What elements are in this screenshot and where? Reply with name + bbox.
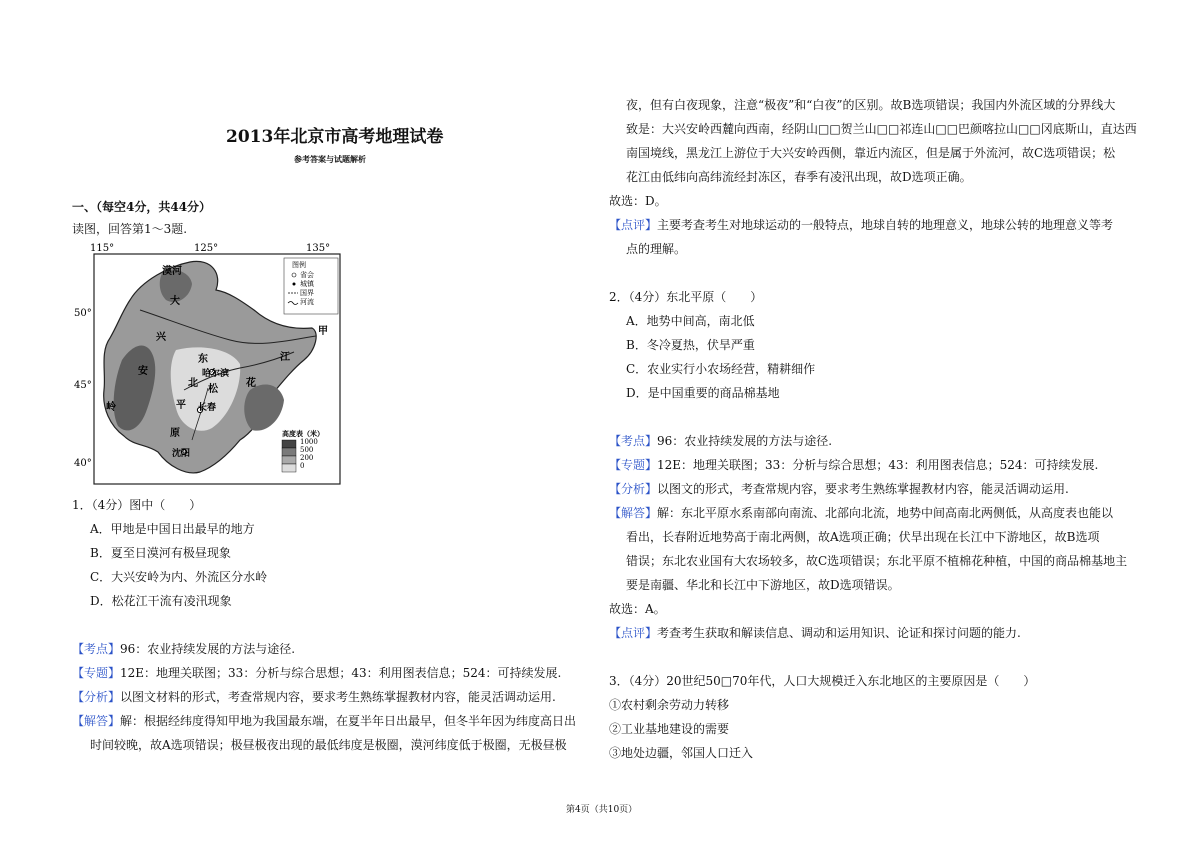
- q2-jieda-line-3: 错误；东北农业国有大农场较多，故C选项错误；东北平原不植棉花种植，中国的商品棉基地主: [626, 554, 1128, 568]
- q2-dianping-text: 考查考生获取和解读信息、调动和运用知识、论证和探讨问题的能力.: [657, 626, 1021, 640]
- place-changchun: 长春: [198, 403, 217, 413]
- place-hua: 花: [246, 378, 256, 389]
- intro-text: 读图，回答第1～3题.: [72, 222, 188, 236]
- place-harbin: 哈尔滨: [202, 369, 230, 379]
- q2-option-b: B．冬冷夏热，伏旱严重: [626, 338, 755, 352]
- q1-dianping-line-2: 点的理解。: [626, 242, 687, 256]
- legend-river: 河流: [300, 298, 314, 306]
- q2-kaodian-tag: 【考点】: [609, 434, 658, 448]
- q1-jieda-cont-4: 花江由低纬向高纬流经封冻区，春季有凌汛出现，故D选项正确。: [626, 170, 972, 184]
- legend-border: 国界: [300, 289, 314, 297]
- q1-option-c: C．大兴安岭为内、外流区分水岭: [90, 570, 268, 584]
- q1-kaodian-text: 96：农业持续发展的方法与途径.: [120, 642, 296, 656]
- q1-jieda-line-2: 时间较晚，故A选项错误；极昼极夜出现的最低纬度是极圈，漠河纬度低于极圈，无极昼极: [90, 738, 567, 752]
- lat-label-40: 40°: [74, 458, 92, 469]
- place-an: 安: [138, 366, 148, 377]
- legend-title: 图例: [292, 261, 306, 269]
- q1-option-b: B．夏至日漠河有极昼现象: [90, 546, 231, 560]
- q2-answer: 故选：A。: [609, 602, 666, 616]
- q1-answer: 故选：D。: [609, 194, 667, 208]
- q1-zhuanti-text: 12E：地理关联图；33：分析与综合思想；43：利用图表信息；524：可持续发展.: [120, 666, 562, 680]
- q1-option-a: A．甲地是中国日出最早的地方: [90, 522, 255, 536]
- page-footer: 第4页（共10页）: [566, 805, 638, 815]
- q3-item-1: ①农村剩余劳动力转移: [609, 698, 730, 712]
- q3-stem: 3．（4分）20世纪50□70年代，人口大规模迁入东北地区的主要原因是（ ）: [609, 674, 1036, 688]
- q2-zhuanti-text: 12E：地理关联图；33：分析与综合思想；43：利用图表信息；524：可持续发展.: [657, 458, 1099, 472]
- q2-zhuanti: [609, 457, 1098, 473]
- q2-jieda-line-4: 要是南疆、华北和长江中下游地区，故D选项错误。: [626, 578, 900, 592]
- place-bei: 北: [188, 378, 198, 389]
- q1-jieda-cont-3: 南国境线，黑龙江上游位于大兴安岭西侧，靠近内流区，但是属于外流河，故C选项错误；松: [626, 146, 1116, 160]
- q1-option-d: D．松花江干流有凌汛现象: [90, 594, 232, 608]
- q1-fenxi-text: 以图文材料的形式，考查常规内容，要求考生熟练掌握教材内容，能灵活调动运用.: [120, 690, 556, 704]
- place-ling: 岭: [106, 402, 116, 413]
- place-dong: 东: [198, 354, 208, 365]
- q2-jieda-tag: 【解答】: [609, 506, 658, 520]
- q1-kaodian-tag: 【考点】: [72, 642, 121, 656]
- q1-kaodian: [72, 641, 295, 657]
- q2-kaodian: [609, 433, 832, 449]
- place-ping: 平: [176, 400, 186, 411]
- northeast-china-map: [74, 240, 352, 488]
- q1-jieda-tag: 【解答】: [72, 714, 121, 728]
- q2-jieda: [609, 505, 1113, 521]
- elevation-level-500: 500: [300, 446, 314, 454]
- elevation-level-0: 0: [300, 462, 305, 470]
- q1-fenxi-tag: 【分析】: [72, 690, 121, 704]
- lat-label-50: 50°: [74, 308, 92, 319]
- elevation-title: 高度表（米）: [282, 429, 324, 438]
- q1-jieda-line-1: 解：根据经纬度得知甲地为我国最东端，在夏半年日出最早，但冬半年因为纬度高日出: [120, 714, 577, 728]
- lon-label-125: 125°: [194, 243, 219, 254]
- q2-option-d: D．是中国重要的商品棉基地: [626, 386, 780, 400]
- q1-jieda-cont-2: 致是：大兴安岭西麓向西南，经阴山□□贺兰山□□祁连山□□巴颜喀拉山□□冈底斯山，直达西: [626, 122, 1137, 136]
- q3-item-3: ③地处边疆，邻国人口迁入: [609, 746, 754, 760]
- lon-label-115: 115°: [90, 243, 115, 254]
- paper-subtitle: 参考答案与试题解析: [294, 154, 366, 164]
- q2-option-c: C．农业实行小农场经营，精耕细作: [626, 362, 816, 376]
- q2-zhuanti-tag: 【专题】: [609, 458, 658, 472]
- q2-dianping: [609, 625, 1021, 641]
- q2-fenxi-text: 以图文的形式，考查常规内容，要求考生熟练掌握教材内容，能灵活调动运用.: [657, 482, 1069, 496]
- lon-label-135: 135°: [306, 243, 331, 254]
- q2-fenxi: [609, 481, 1069, 497]
- q1-zhuanti-tag: 【专题】: [72, 666, 121, 680]
- q1-jieda-cont-1: 夜，但有白夜现象，注意“极夜”和“白夜”的区别。故B选项错误；我国内外流区域的分界线大: [626, 98, 1116, 112]
- q2-stem: 2．（4分）东北平原（ ）: [609, 290, 763, 304]
- legend-town: 城镇: [300, 280, 314, 288]
- q2-jieda-line-2: 看出，长春附近地势高于南北两侧，故A选项正确；伏旱出现在长江中下游地区，故B选项: [626, 530, 1100, 544]
- q2-dianping-tag: 【点评】: [609, 626, 658, 640]
- q2-jieda-line-1: 解：东北平原水系南部向南流、北部向北流，地势中间高南北两侧低，从高度表也能以: [657, 506, 1114, 520]
- map-svg: [74, 240, 352, 488]
- lat-label-45: 45°: [74, 380, 92, 391]
- place-xing: 兴: [156, 332, 166, 343]
- q1-dianping: [609, 217, 1113, 233]
- q1-jieda: [72, 713, 576, 729]
- q3-item-2: ②工业基地建设的需要: [609, 722, 730, 736]
- q2-kaodian-text: 96：农业持续发展的方法与途径.: [657, 434, 833, 448]
- paper-title: 2013年北京市高考地理试卷: [226, 127, 444, 147]
- q2-option-a: A．地势中间高，南北低: [626, 314, 755, 328]
- place-mohe: 漠河: [162, 266, 182, 277]
- place-song: 松: [208, 384, 218, 395]
- elevation-level-1000: 1000: [300, 438, 318, 446]
- q1-dianping-line-1: 主要考查考生对地球运动的一般特点，地球自转的地理意义，地球公转的地理意义等考: [657, 218, 1114, 232]
- q1-stem: 1．（4分）图中（ ）: [72, 498, 202, 512]
- place-da: 大: [170, 296, 180, 307]
- legend-provincial-capital: 省会: [300, 271, 314, 279]
- place-yuan: 原: [170, 428, 180, 439]
- place-jia: 甲: [318, 326, 328, 337]
- q2-fenxi-tag: 【分析】: [609, 482, 658, 496]
- q1-fenxi: [72, 689, 556, 705]
- section-heading: 一、（每空4分，共44分）: [72, 200, 212, 214]
- q1-dianping-tag: 【点评】: [609, 218, 658, 232]
- q1-zhuanti: [72, 665, 561, 681]
- place-shenyang: 沈阳: [172, 449, 191, 459]
- place-jiang: 江: [280, 352, 290, 363]
- elevation-level-200: 200: [300, 454, 314, 462]
